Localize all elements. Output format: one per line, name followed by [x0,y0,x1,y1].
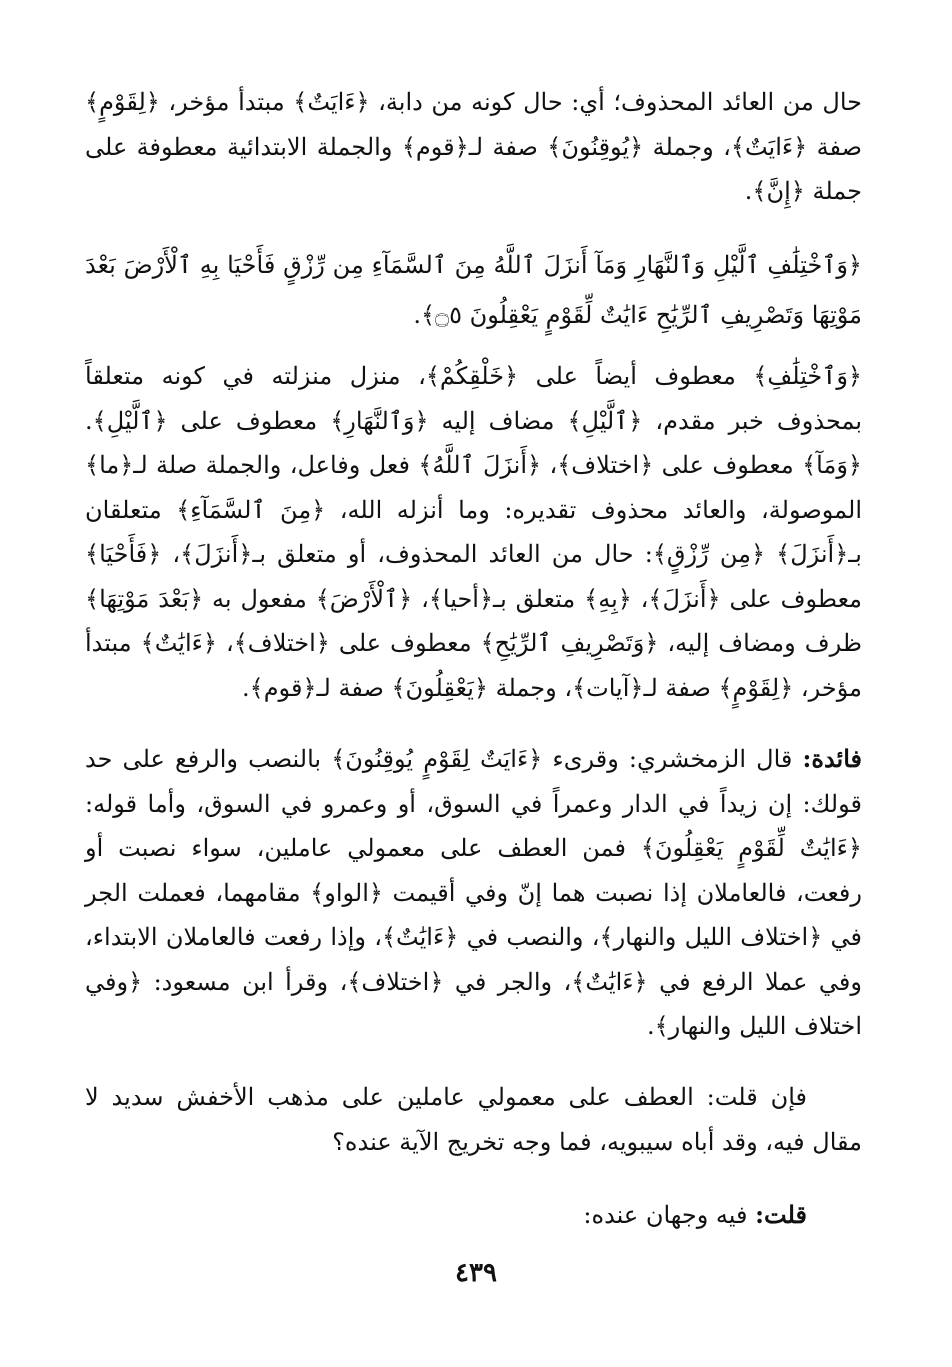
question-paragraph: فإن قلت: العطف على معمولي عاملين على مذهب الأخفش سديد لا مقال فيه، وقد أباه سيبويه، فما وجه تخريج الآية عنده؟ [85,1083,862,1156]
paragraph-2: ﴿وَٱخْتِلَٰفِ﴾ معطوف أيضاً على ﴿خَلْقِكُمْ﴾، منزل منزلته في كونه متعلقاً بمحذوف خبر مقدم، ﴿ٱلَّيْلِ﴾ مضاف إليه ﴿وَٱلنَّهَارِ﴾ معطوف على ﴿ٱلَّيْلِ﴾. ﴿وَمَآ﴾ معطوف على ﴿اختلاف﴾، ﴿أَنزَلَ ٱللَّهُ﴾ فعل وفاعل، والجملة صلة لـ﴿ما﴾ الموصولة، والعائد محذوف تقديره: وما أنزله الله، ﴿مِنَ ٱلسَّمَآءِ﴾ متعلقان بـ﴿أَنزَلَ﴾ ﴿مِن رِّزْقٍ﴾: حال من العائد المحذوف، أو متعلق بـ﴿أَنزَلَ﴾، ﴿فَأَحْيَا﴾ معطوف على ﴿أَنزَلَ﴾، ﴿بِهِ﴾ متعلق بـ﴿أحيا﴾، ﴿ٱلْأَرْضَ﴾ مفعول به ﴿بَعْدَ مَوْتِهَا﴾ ظرف ومضاف إليه، ﴿وَتَصْرِيفِ ٱلرِّيَٰحِ﴾ معطوف على ﴿اختلاف﴾، ﴿ءَايَٰتٌ﴾ مبتدأ مؤخر، ﴿لِقَوْمٍ﴾ صفة لـ﴿آيات﴾، وجملة ﴿يَعْقِلُونَ﴾ صفة لـ﴿قوم﴾. [85,362,863,702]
answer-label: قلت: [755,1200,807,1229]
faida-label: فائدة: [802,744,863,773]
faida-text: قال الزمخشري: وقرىء ﴿ءَايَتٌ لِقَوْمٍ يُوقِنُونَ﴾ بالنصب والرفع على حد قولك: إن زيداً في الدار وعمراً في السوق، أو وعمرو في السوق، وأما قوله: ﴿ءَايَٰتٌ لِّقَوْمٍ يَعْقِلُونَ﴾ فمن العطف على معمولي عاملين، سواء نصبت أو رفعت، فالعاملان إذا نصبت هما إنّ وفي أقيمت ﴿الواو﴾ مقامهما، فعملت الجر في ﴿اختلاف الليل والنهار﴾، والنصب في ﴿ءَايَٰتٌ﴾، وإذا رفعت فالعاملان الابتداء، وفي عملا الرفع في ﴿ءَايَٰتٌ﴾، والجر في ﴿اختلاف﴾، وقرأ ابن مسعود: ﴿وفي اختلاف الليل والنهار﴾. [85,745,863,1040]
verse-text: ﴿وَٱخْتِلَٰفِ ٱلَّيْلِ وَٱلنَّهَارِ وَمَآ أَنزَلَ ٱللَّهُ مِنَ ٱلسَّمَآءِ مِن رِّزْقٍ فَأَحْيَا بِهِ ٱلْأَرْضَ بَعْدَ مَوْتِهَا وَتَصْرِيفِ ٱلرِّيَٰحِ ءَايَٰتٌ لِّقَوْمٍ يَعْقِلُونَ ۝٥﴾. [85,251,862,329]
page-number: ٤٣٩ [455,1258,497,1288]
answer-paragraph [85,1193,862,1238]
faida-paragraph [85,737,862,1049]
answer-text: فيه وجهان عنده: [583,1201,748,1229]
paragraph-1: حال من العائد المحذوف؛ أي: حال كونه من دابة، ﴿ءَايَتٌ﴾ مبتدأ مؤخر، ﴿لِقَوْمٍ﴾ صفة ﴿ءَايَتٌ﴾، وجملة ﴿يُوقِنُونَ﴾ صفة لـ﴿قوم﴾ والجملة الابتدائية معطوفة على جملة ﴿إِنَّ﴾. [85,88,862,205]
quran-verse [85,240,862,340]
